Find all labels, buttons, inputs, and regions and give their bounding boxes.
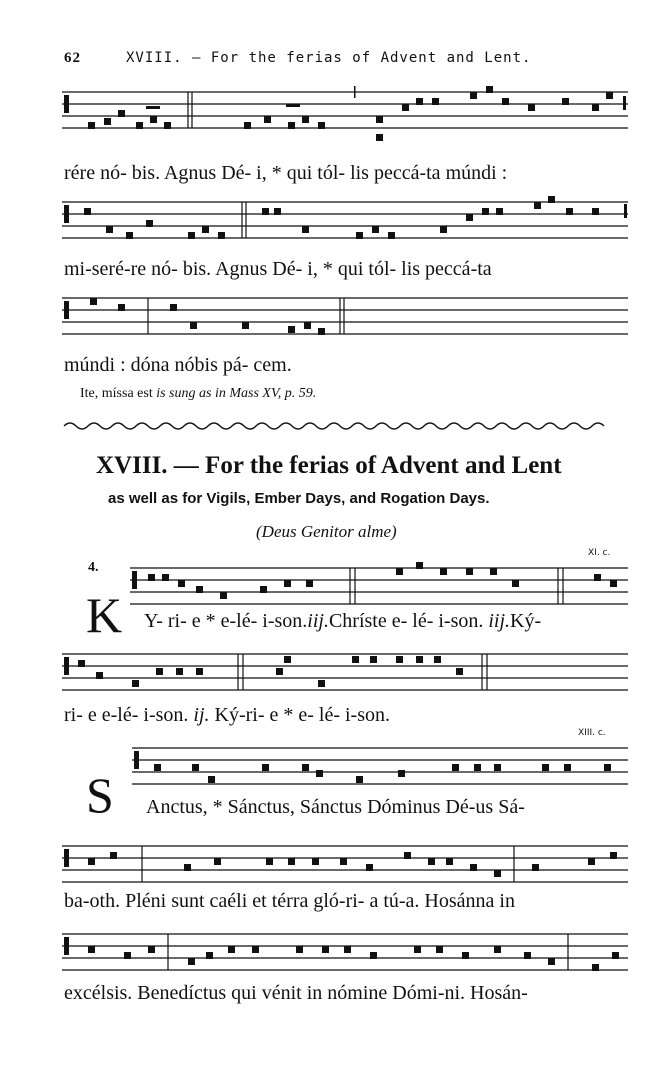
kyrie-staff-2 xyxy=(62,654,628,690)
kyrie-lyric-2 xyxy=(64,704,390,727)
kyrie-staff-1 xyxy=(130,568,628,604)
staff-3 xyxy=(62,298,628,334)
mass-title: XVIII. — For the ferias of Advent and Lent xyxy=(96,452,562,479)
kyrie-lyric-1c: Ký- xyxy=(510,610,542,632)
lyric-line-1: rére nó- bis. Agnus Dé- i, * qui tól- lis peccá-ta múndi : xyxy=(64,162,508,184)
kyrie-lyric-1a: Y- ri- e * e-lé- i-son. xyxy=(144,610,308,632)
mass-subtitle: as well as for Vigils, Ember Days, and Rogation Days. xyxy=(108,490,490,507)
ornamental-rule xyxy=(64,423,604,429)
rubric-note xyxy=(80,386,316,402)
running-title: XVIII. — For the ferias of Advent and Lent. xyxy=(126,50,532,66)
kyrie-lyric-2b: Ký-ri- e * e- lé- i-son. xyxy=(209,704,391,726)
kyrie-initial: K xyxy=(86,587,123,643)
sanctus-lyric-3: excélsis. Benedíctus qui vénit in nómine Dómi-ni. Hosán- xyxy=(64,982,528,1004)
kyrie-mode: XI. c. xyxy=(588,548,611,558)
kyrie-rep-2: iij. xyxy=(488,610,511,632)
kyrie-lyric-1b: Chríste e- lé- i-son. xyxy=(328,610,484,632)
rubric-lead: Ite, míssa est xyxy=(80,386,153,401)
rubric-page: p. 59. xyxy=(284,386,317,401)
kyrie-rep-1: iij. xyxy=(307,610,329,632)
rubric-italic: is sung as in Mass XV, xyxy=(156,386,282,401)
lyric-line-3: múndi : dóna nóbis pá- cem. xyxy=(64,354,292,376)
page-number: 62 xyxy=(64,50,81,66)
lyric-line-2: mi-seré-re nó- bis. Agnus Dé- i, * qui tól- lis peccá-ta xyxy=(64,258,492,280)
kyrie-number: 4. xyxy=(88,560,99,575)
sanctus-lyric-2: ba-oth. Pléni sunt caéli et térra gló-ri- a tú-a. Hosánna in xyxy=(64,890,515,912)
staff-1 xyxy=(62,92,628,128)
mass-name: (Deus Genitor alme) xyxy=(256,522,397,541)
kyrie-rep-3: ij. xyxy=(193,704,210,726)
kyrie-lyric-2a: ri- e e-lé- i-son. xyxy=(64,704,189,726)
sanctus-mode: XIII. c. xyxy=(578,728,606,738)
sanctus-staff-1 xyxy=(132,748,628,784)
sanctus-initial: S xyxy=(86,767,114,823)
sanctus-lyric-1: Anctus, * Sánctus, Sánctus Dóminus Dé-us Sá- xyxy=(146,796,525,818)
kyrie-lyric-1 xyxy=(144,610,541,633)
